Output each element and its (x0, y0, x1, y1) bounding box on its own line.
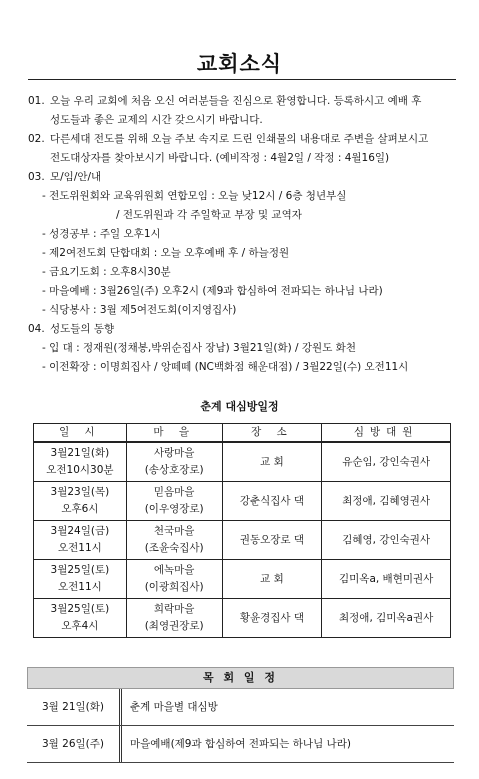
news-item: - 입 대 : 정재원(정채봉,박위순집사 장남) 3월21일(화) / 강원도 화천 (42, 342, 356, 354)
item-text-continued: 성도들과 좋은 교제의 시간 갖으시기 바랍니다. (50, 114, 263, 126)
meeting-item: - 제2여전도회 단합대회 : 오늘 오후예배 후 / 하늘정원 (42, 247, 290, 259)
item-text: 모/임/안/내 (50, 171, 102, 183)
header-datetime: 일 시 (34, 424, 127, 443)
table-row (34, 482, 451, 521)
header-place: 장 소 (222, 424, 322, 443)
pastoral-schedule (27, 667, 454, 763)
row-village: 천국마을 (조윤숙집사) (126, 521, 222, 560)
row-village: 사랑마을 (송상호장로) (126, 442, 222, 482)
row-place: 강춘식집사 댁 (222, 482, 322, 521)
meeting-item: - 전도위원회와 교육위원회 연합모임 : 오늘 낮12시 / 6층 청년부실 (42, 190, 347, 202)
row-team: 김혜영, 강인숙권사 (322, 521, 451, 560)
item-text: 성도들의 동향 (50, 323, 115, 335)
table-header-row (34, 424, 451, 443)
meeting-item: - 금요기도회 : 오후8시30분 (42, 266, 171, 278)
announcement-3 (28, 168, 458, 187)
item-number: 01. (28, 95, 45, 107)
row-team: 최정애, 김혜영권사 (322, 482, 451, 521)
row-datetime: 3월25일(토) 오전11시 (34, 560, 127, 599)
item-number: 03. (28, 171, 45, 183)
header-team: 심방대원 (322, 424, 451, 443)
table-row (34, 442, 451, 482)
schedule-date: 3월 26일(주) (27, 726, 122, 762)
item-text: 다른세대 전도를 위해 오늘 주보 속지로 드린 인쇄물의 내용대로 주변을 살펴보시고 (50, 133, 429, 145)
page-title: 교회소식 (196, 52, 283, 76)
row-team: 최정애, 김미옥a권사 (322, 599, 451, 638)
row-datetime: 3월23일(목) 오후6시 (34, 482, 127, 521)
table-row (34, 521, 451, 560)
item-number: 04. (28, 323, 45, 335)
row-datetime: 3월25일(토) 오후4시 (34, 599, 127, 638)
meeting-item: - 식당봉사 : 3월 제5여전도회(이지영집사) (42, 304, 237, 316)
title-divider (28, 79, 456, 80)
row-village: 믿음마을 (이우영장로) (126, 482, 222, 521)
row-team: 유순임, 강인숙권사 (322, 442, 451, 482)
header-village: 마 을 (126, 424, 222, 443)
visit-schedule-table (33, 423, 451, 638)
row-place: 황윤경집사 댁 (222, 599, 322, 638)
row-place: 권동오장로 댁 (222, 521, 322, 560)
table-row (34, 560, 451, 599)
item-text-continued: 전도대상자를 찾아보시기 바랍니다. (예비작정 : 4월2일 / 작정 : 4월16일) (50, 152, 390, 164)
schedule-date: 3월 21일(화) (27, 689, 122, 725)
visit-schedule-title: 춘계 대심방일정 (200, 400, 279, 413)
row-place: 교 회 (222, 560, 322, 599)
table-row (34, 599, 451, 638)
meeting-item-continued: / 전도위원과 각 주일학교 부장 및 교역자 (116, 209, 302, 221)
announcement-list (28, 92, 458, 377)
meeting-item: - 성경공부 : 주일 오후1시 (42, 228, 161, 240)
schedule-title: 목 회 일 정 (27, 667, 454, 689)
row-place: 교 회 (222, 442, 322, 482)
schedule-row (27, 726, 454, 763)
row-datetime: 3월21일(화) 오전10시30분 (34, 442, 127, 482)
news-item: - 이전확장 : 이명희집사 / 앙떼떼 (NC백화점 해운대점) / 3월22일(수) 오전11시 (42, 361, 409, 373)
announcement-2 (28, 130, 458, 149)
meeting-item: - 마을예배 : 3월26일(주) 오후2시 (제9과 합심하여 전파되는 하나님 나라) (42, 285, 383, 297)
announcement-4 (28, 320, 458, 339)
schedule-row (27, 689, 454, 726)
item-number: 02. (28, 133, 45, 145)
row-village: 희락마을 (최영권장로) (126, 599, 222, 638)
schedule-event: 춘계 마을별 대심방 (130, 701, 218, 713)
row-team: 김미옥a, 배현미권사 (322, 560, 451, 599)
announcement-1 (28, 92, 458, 111)
item-text: 오늘 우리 교회에 처음 오신 여러분들을 진심으로 환영합니다. 등록하시고 예배 후 (50, 95, 422, 107)
row-datetime: 3월24일(금) 오전11시 (34, 521, 127, 560)
schedule-event: 마을예배(제9과 합심하여 전파되는 하나님 나라) (130, 738, 351, 750)
row-village: 에녹마을 (이광희집사) (126, 560, 222, 599)
